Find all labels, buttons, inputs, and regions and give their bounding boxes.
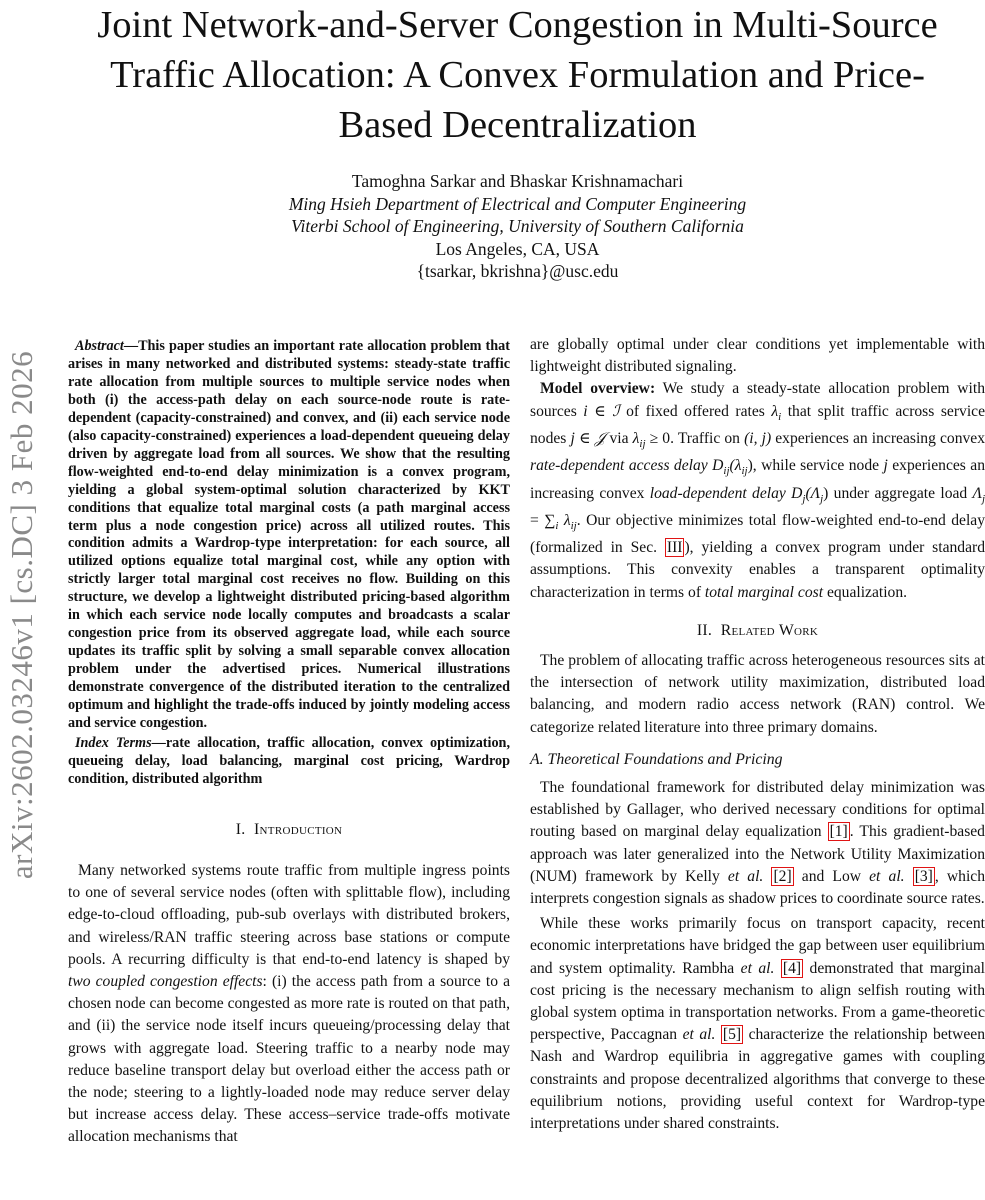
- text-span: characterize the relationship between Nash and Wardrop equilibria in aggregative games with coupling constraints and propose decentralized algorithms that converge to these equilibrium notions, providing useful context for Wardrop-type interpretations under shared constraints.: [530, 1026, 985, 1133]
- text-span: We study a steady-state allocation problem with sources: [530, 380, 985, 420]
- author-department: Ming Hsieh Department of Electrical and Computer Engineering: [288, 193, 747, 214]
- text-span: . Traffic on: [670, 429, 745, 447]
- index-terms: [68, 735, 510, 789]
- math-expr: (Λ: [805, 484, 821, 502]
- math-sub: i: [778, 410, 782, 423]
- math-sub: ij: [639, 438, 646, 451]
- math-expr: i ∈ ℐ: [583, 402, 620, 420]
- math-expr: D: [785, 484, 803, 502]
- emphasis-text: two coupled congestion effects: [68, 973, 263, 991]
- section-title: Related Work: [720, 621, 819, 639]
- math-expr: λ: [771, 402, 779, 420]
- math-expr: λ: [632, 429, 640, 447]
- section-title: Introduction: [254, 820, 343, 838]
- author-block: [80, 170, 955, 283]
- intro-continuation: are globally optimal under clear conditions yet implementable with lightweight distributed signaling.: [530, 336, 985, 376]
- emphasis-text: load-dependent delay: [649, 484, 786, 502]
- section-heading-related-work: [530, 620, 985, 642]
- text-span: , while service node: [752, 457, 884, 475]
- text-span: of fixed offered rates: [619, 402, 772, 420]
- arxiv-identifier: arXiv:2602.03246v1 [cs.DC] 3 Feb 2026: [4, 350, 40, 880]
- emphasis-text: et al.: [869, 867, 905, 885]
- math-expr: = ∑: [530, 511, 556, 529]
- foundations-paragraph: [530, 777, 985, 910]
- abstract-label: Abstract: [75, 338, 124, 354]
- math-sub: j: [981, 492, 985, 505]
- section-number: I.: [235, 820, 246, 838]
- citation-link[interactable]: [4]: [782, 959, 802, 977]
- math-expr: j ∈ 𝒥: [570, 429, 606, 447]
- intro-paragraph: [68, 860, 510, 1149]
- pricing-paragraph: [530, 913, 985, 1135]
- section-heading-introduction: [68, 819, 510, 841]
- author-email: {tsarkar, bkrishna}@usc.edu: [416, 261, 619, 281]
- emphasis-text: et al.: [682, 1026, 716, 1044]
- math-expr: λ: [558, 511, 571, 529]
- model-overview-paragraph: [530, 378, 985, 603]
- text-span: that split traffic across service nodes: [530, 402, 985, 447]
- emphasis-text: et al.: [727, 867, 764, 885]
- math-expr: ≥ 0: [645, 429, 671, 447]
- math-expr: (λ: [729, 457, 742, 475]
- math-expr: ): [823, 484, 829, 502]
- text-span: The foundational framework for distributed delay minimization was established by Gallager, who derived necessary conditions for optimal routing based on marginal delay equalization: [530, 779, 985, 841]
- math-sub: j: [802, 492, 806, 505]
- emphasis-text: rate-dependent access delay: [530, 457, 708, 475]
- abstract-text: —This paper studies an important rate allocation problem that arises in many networked and distributed systems: steady-state traffic rate allocation from multiple sources to multiple service nodes when both (i) the access-path delay on each source-node route is rate-dependent (capacity-constrained) and convex, and (ii) each service node (also capacity-constrained) experiences a load-dependent queueing delay driven by aggregate load from all sources. We show that the resulting flow-weighted end-to-end delay minimization is a convex program, yielding a global system-optimal solution characterized by KKT conditions that equalize total marginal costs (a path marginal access term plus a node congestion price) across all utilized routes. This condition admits a Wardrop-type interpretation: for each source, all utilized options equalize total marginal cost, while any option with strictly larger total marginal cost receives no flow. Building on this structure, we develop a lightweight distributed pricing-based algorithm in which each service node locally computes and broadcasts a scalar congestion price from its observed aggregate load, while each source updates its traffic split by solving a small separable convex allocation problem under the advertised prices. Numerical illustrations demonstrate convergence of the distributed iteration to the centralized optimum and highlight the trade-offs induced by jointly modeling access and service congestion.: [68, 338, 510, 732]
- text-span: . Our objective minimizes total flow-weighted end-to-end delay (formalized in Sec.: [530, 511, 985, 557]
- citation-link[interactable]: [2]: [773, 867, 792, 885]
- model-overview-label: Model overview:: [540, 380, 656, 398]
- text-span: experiences an increasing convex: [771, 429, 985, 447]
- text-span: , which interprets congestion signals as shadow prices to coordinate source rates.: [530, 867, 985, 908]
- left-column: [68, 338, 510, 1149]
- math-sub: i: [555, 519, 559, 532]
- index-terms-text: —rate allocation, traffic allocation, convex optimization, queueing delay, load balancing, marginal cost pricing, Wardrop condition, distributed algorithm: [68, 734, 510, 787]
- author-location: Los Angeles, CA, USA: [435, 238, 600, 259]
- text-span: equalization.: [823, 583, 908, 601]
- paper-title: Joint Network-and-Server Congestion in Multi-Source Traffic Allocation: A Convex Formulation and Price-Based Decentralization: [97, 4, 938, 146]
- text-span: demonstrated that marginal cost pricing is the necessary mechanism to align selfish routing with global system optima in transportation networks. From a game-theoretic perspective, Paccagnan: [530, 959, 985, 1044]
- math-sub: ij: [723, 465, 730, 478]
- section-reference-link[interactable]: III: [666, 539, 683, 557]
- emphasis-text: et al.: [740, 959, 775, 977]
- author-school: Viterbi School of Engineering, University of Southern California: [291, 216, 744, 236]
- citation-link[interactable]: [3]: [914, 867, 933, 885]
- emphasis-text: total marginal cost: [704, 583, 824, 601]
- text-span: : (i) the access path from a source to a chosen node can become congested as more rate is routed on that path, and (ii) the service node itself incurs queueing/processing delay that grows with aggregate load. Steering traffic to a nearby node may reduce baseline transport delay but overload either the access path or the node; steering to a lightly-loaded node may reduce server delay but increase access delay. These access–service trade-offs motivate allocation mechanisms that: [68, 973, 510, 1146]
- math-sub: ij: [570, 519, 577, 532]
- author-names: Tamoghna Sarkar and Bhaskar Krishnamachari: [351, 171, 684, 191]
- section-number: II.: [696, 621, 713, 639]
- citation-link[interactable]: [1]: [829, 823, 848, 841]
- subsection-heading: A. Theoretical Foundations and Pricing: [530, 750, 783, 768]
- right-column: [530, 334, 985, 1135]
- math-expr: (i, j): [744, 429, 772, 447]
- citation-link[interactable]: [5]: [722, 1026, 742, 1044]
- math-sub: ij: [741, 465, 748, 478]
- related-work-paragraph: The problem of allocating traffic across heterogeneous resources sits at the intersection of network utility maximization, distributed load balancing, and modern radio access network (RAN) control. We categorize related literature into three primary domains.: [530, 651, 985, 736]
- math-expr: j: [883, 457, 888, 475]
- abstract: [68, 338, 510, 733]
- text-span: under aggregate load: [828, 484, 973, 502]
- math-expr: ): [747, 457, 753, 475]
- math-sub: j: [820, 492, 824, 505]
- text-span: via: [605, 429, 633, 447]
- text-span: . This gradient-based approach was later generalized into the Network Utility Maximization (NUM) framework by Kelly: [530, 823, 985, 885]
- text-span: and Low: [793, 867, 870, 885]
- math-expr: Λ: [972, 484, 982, 502]
- math-expr: D: [707, 457, 724, 475]
- text-span: experiences an increasing convex: [530, 457, 985, 502]
- text-span: Many networked systems route traffic from multiple ingress points to one of several service nodes (often with splittable flow), including edge-to-cloud offloading, pub-sub overlays with distributed brokers, and wireless/RAN traffic steering across base stations or compute pools. A recurring difficulty is that end-to-end latency is shaped by: [68, 862, 510, 968]
- text-span: ), yielding a convex program under standard assumptions. This convexity enables a transparent optimality characterization in terms of: [530, 539, 985, 601]
- text-span: While these works primarily focus on transport capacity, recent economic interpretations have bridged the gap between user equilibrium and system optimality. Rambha: [530, 915, 985, 977]
- index-terms-label: Index Terms: [75, 734, 152, 751]
